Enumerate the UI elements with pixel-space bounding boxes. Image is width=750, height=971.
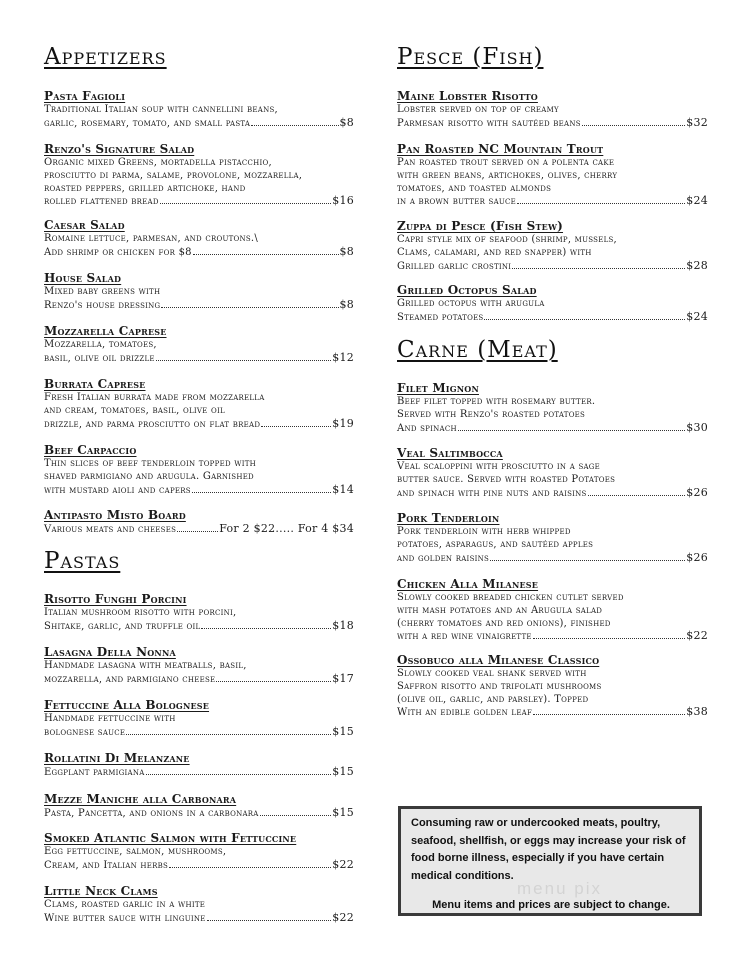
description-text: mozzarella, and parmigiano cheese bbox=[44, 673, 216, 685]
menu-item-name: Antipasto Misto Board bbox=[44, 508, 186, 522]
menu-item bbox=[397, 653, 708, 720]
menu-item-description bbox=[397, 422, 708, 436]
menu-item-description bbox=[397, 311, 708, 325]
menu-item-name: Renzo's Signature Salad bbox=[44, 142, 195, 156]
menu-item-price: $8 bbox=[339, 297, 354, 311]
menu-item bbox=[44, 508, 354, 537]
section-title-pastas: Pastas bbox=[44, 548, 121, 574]
menu-item-description: Clams, roasted garlic in a white bbox=[44, 899, 206, 910]
description-text: Add shrimp or chicken for $8 bbox=[44, 246, 192, 258]
menu-item-description: Pork tenderloin with herb whipped bbox=[397, 526, 571, 537]
description-text: With an edible golden leaf bbox=[397, 707, 533, 719]
menu-item-description bbox=[44, 117, 354, 131]
dot-leader bbox=[156, 360, 332, 361]
menu-item bbox=[397, 446, 708, 500]
menu-item-description bbox=[397, 487, 708, 501]
menu-item-description: tomatoes, and toasted almonds bbox=[397, 182, 552, 194]
menu-item-description bbox=[44, 726, 354, 740]
menu-item-description bbox=[44, 673, 354, 687]
dot-leader bbox=[582, 125, 685, 126]
dot-leader bbox=[201, 628, 331, 629]
description-text: and spinach with pine nuts and raisins bbox=[397, 487, 587, 499]
description-text: drizzle, and parma prosciutto on flat bread bbox=[44, 418, 261, 430]
dot-leader bbox=[126, 734, 331, 735]
menu-item-description bbox=[44, 484, 354, 498]
menu-item-description bbox=[44, 912, 354, 926]
menu-item-description: roasted peppers, grilled artichoke, hand bbox=[44, 182, 246, 194]
menu-item-description: Veal scaloppini with prosciutto in a sage bbox=[397, 461, 600, 472]
menu-item-name: Grilled Octopus Salad bbox=[397, 283, 537, 297]
menu-item bbox=[397, 142, 708, 209]
menu-item-description: with mash potatoes and an Arugula salad bbox=[397, 604, 603, 616]
menu-item-name: Lasagna Della Nonna bbox=[44, 645, 176, 659]
menu-item-name: Caesar Salad bbox=[44, 218, 125, 232]
menu-item bbox=[44, 324, 354, 366]
section-title-appetizers: Appetizers bbox=[44, 44, 167, 70]
menu-item-description: and cream, tomatoes, basil, olive oil bbox=[44, 404, 225, 416]
description-text: And spinach bbox=[397, 422, 457, 434]
dot-leader bbox=[533, 714, 685, 715]
menu-item-price: $15 bbox=[332, 765, 354, 778]
menu-item-description: Handmade lasagna with meatballs, basil, bbox=[44, 660, 247, 671]
menu-item-price: $26 bbox=[686, 485, 708, 499]
menu-item-price: $18 bbox=[332, 618, 354, 632]
menu-item-name: Rollatini Di Melanzane bbox=[44, 751, 190, 765]
menu-item bbox=[397, 381, 708, 435]
menu-item bbox=[397, 219, 708, 273]
menu-item-description bbox=[44, 766, 354, 780]
menu-item-description: Handmade fettuccine with bbox=[44, 713, 176, 724]
notice-change: Menu items and prices are subject to change. bbox=[432, 899, 670, 911]
description-text: with a red wine vinaigrette bbox=[397, 631, 532, 643]
menu-item bbox=[44, 884, 354, 926]
description-text: basil, olive oil drizzle bbox=[44, 352, 155, 364]
menu-item-price: $17 bbox=[332, 671, 354, 685]
menu-item-description: Lobster served on top of creamy bbox=[397, 104, 559, 115]
menu-item-description: Thin slices of beef tenderloin topped with bbox=[44, 458, 256, 469]
dot-leader bbox=[261, 426, 331, 427]
menu-item-description: (olive oil, garlic, and parsley). Topped bbox=[397, 693, 589, 705]
menu-item-name: Veal Saltimbocca bbox=[397, 446, 503, 460]
section-title-pesce: Pesce (Fish) bbox=[397, 44, 544, 70]
description-text: Cream, and Italian herbs bbox=[44, 859, 169, 871]
menu-item-description bbox=[44, 523, 354, 537]
menu-item-description: potatoes, asparagus, and sautéed apples bbox=[397, 538, 594, 550]
menu-item-description bbox=[397, 706, 708, 720]
menu-item-description bbox=[44, 246, 354, 260]
menu-item bbox=[44, 377, 354, 431]
menu-item bbox=[44, 592, 354, 634]
dot-leader bbox=[169, 867, 331, 868]
menupix-watermark: menu pix bbox=[517, 879, 602, 898]
menu-item bbox=[44, 271, 354, 313]
menu-item-name: Pasta Fagioli bbox=[44, 89, 126, 103]
dot-leader bbox=[490, 560, 685, 561]
menu-item-price: $19 bbox=[332, 416, 354, 430]
dot-leader bbox=[160, 203, 332, 204]
menu-item-price: For 2 $22..... For 4 $34 bbox=[219, 522, 354, 535]
dot-leader bbox=[192, 492, 331, 493]
menu-item-description bbox=[397, 117, 708, 131]
menu-item-description bbox=[44, 195, 354, 209]
menu-item-description: Served with Renzo's roasted potatoes bbox=[397, 408, 586, 420]
menu-item-name: Little Neck Clams bbox=[44, 884, 158, 898]
menu-item-description: (cherry tomatoes and red onions), finished bbox=[397, 617, 611, 629]
description-text: rolled flattened bread bbox=[44, 196, 159, 208]
menu-item-description: Romaine lettuce, parmesan, and croutons.\ bbox=[44, 233, 258, 244]
menu-item-description: Slowly cooked breaded chicken cutlet served bbox=[397, 592, 624, 603]
menu-item-description: Fresh Italian burrata made from mozzarella bbox=[44, 392, 265, 403]
description-text: Eggplant parmigiana bbox=[44, 767, 145, 778]
dot-leader bbox=[177, 531, 218, 532]
menu-item-description bbox=[397, 260, 708, 274]
menu-item-name: Burrata Caprese bbox=[44, 377, 146, 391]
menu-item bbox=[44, 698, 354, 740]
menu-item-price: $15 bbox=[332, 724, 354, 738]
menu-item-description: Capri style mix of seafood (shrimp, mussels, bbox=[397, 234, 617, 245]
menu-item-description bbox=[397, 195, 708, 209]
menu-item bbox=[44, 443, 354, 497]
menu-item-name: Mezze Maniche alla Carbonara bbox=[44, 792, 237, 806]
menu-item-description: Mixed baby greens with bbox=[44, 286, 161, 297]
menu-item-description: with green beans, artichokes, olives, cherry bbox=[397, 169, 618, 181]
menu-item-description: Beef filet topped with rosemary butter. bbox=[397, 396, 596, 407]
menu-item-description: Saffron risotto and trifolati mushrooms bbox=[397, 680, 602, 692]
description-text: garlic, rosemary, tomato, and small pasta bbox=[44, 117, 251, 129]
menu-item-description: shaved parmigiano and arugula. Garnished bbox=[44, 470, 254, 482]
menu-item-name: House Salad bbox=[44, 271, 122, 285]
dot-leader bbox=[251, 125, 338, 126]
description-text: Various meats and cheeses bbox=[44, 524, 177, 535]
menu-item bbox=[397, 577, 708, 644]
menu-item-description: Clams, calamari, and red snapper) with bbox=[397, 246, 592, 258]
dot-leader bbox=[458, 430, 685, 431]
menu-item bbox=[397, 283, 708, 325]
description-text: bolognese sauce bbox=[44, 726, 126, 738]
description-text: Renzo's house dressing bbox=[44, 299, 161, 311]
menu-item-name: Ossobuco alla Milanese Classico bbox=[397, 653, 600, 667]
dot-leader bbox=[260, 815, 332, 816]
menu-item-price: $24 bbox=[686, 309, 708, 323]
description-text: Shitake, garlic, and truffle oil bbox=[44, 620, 201, 632]
dot-leader bbox=[512, 268, 685, 269]
dot-leader bbox=[484, 319, 685, 320]
description-text: Grilled garlic crostini bbox=[397, 260, 512, 272]
menu-item-description: Egg fettuccine, salmon, mushrooms, bbox=[44, 846, 227, 857]
menu-item-description bbox=[44, 352, 354, 366]
menu-item bbox=[397, 511, 708, 565]
dot-leader bbox=[161, 307, 338, 308]
dot-leader bbox=[517, 203, 685, 204]
menu-item-description: Italian mushroom risotto with porcini, bbox=[44, 607, 237, 618]
menu-item-description bbox=[44, 620, 354, 634]
description-text: with mustard aioli and capers bbox=[44, 484, 191, 496]
dot-leader bbox=[193, 254, 339, 255]
menu-item-description bbox=[397, 630, 708, 644]
menu-item bbox=[397, 89, 708, 131]
menu-item-name: Risotto Funghi Porcini bbox=[44, 592, 187, 606]
description-text: in a brown butter sauce bbox=[397, 196, 516, 208]
menu-item-name: Chicken Alla Milanese bbox=[397, 577, 539, 591]
menu-item bbox=[44, 831, 354, 873]
menu-item-name: Mozzarella Caprese bbox=[44, 324, 167, 338]
food-safety-notice bbox=[398, 806, 702, 916]
menu-item-name: Smoked Atlantic Salmon with Fettuccine bbox=[44, 831, 297, 845]
menu-item-description bbox=[44, 859, 354, 873]
menu-item-description bbox=[44, 807, 354, 821]
menu-item-description: prosciutto di parma, salame, provolone, mozzarella, bbox=[44, 169, 303, 181]
description-text: Wine butter sauce with linguine bbox=[44, 912, 206, 924]
menu-item-price: $14 bbox=[332, 482, 354, 496]
menu-item-price: $38 bbox=[686, 705, 708, 719]
menu-item-price: $28 bbox=[686, 258, 708, 272]
menu-item-price: $22 bbox=[332, 857, 354, 871]
menu-item-description bbox=[44, 299, 354, 313]
menu-item-price: $8 bbox=[339, 115, 354, 129]
menu-item-description: Traditional Italian soup with cannellini beans, bbox=[44, 104, 278, 115]
menu-item-description: Slowly cooked veal shank served with bbox=[397, 668, 587, 679]
menu-item-name: Fettuccine Alla Bolognese bbox=[44, 698, 210, 712]
menu-item-price: $26 bbox=[686, 550, 708, 564]
menu-item-price: $22 bbox=[332, 910, 354, 924]
menu-item-name: Pork Tenderloin bbox=[397, 511, 500, 525]
menu-item bbox=[44, 792, 354, 821]
menu-item-description: Organic mixed Greens, mortadella pistacchio, bbox=[44, 157, 272, 168]
menu-item-description: Pan roasted trout served on a polenta cake bbox=[397, 157, 615, 168]
menu-item-price: $16 bbox=[332, 194, 354, 208]
dot-leader bbox=[207, 920, 332, 921]
menu-item-price: $32 bbox=[686, 115, 708, 129]
section-title-carne: Carne (Meat) bbox=[397, 337, 558, 363]
description-text: Steamed potatoes bbox=[397, 311, 484, 323]
menu-item-description: butter sauce. Served with roasted Potatoes bbox=[397, 473, 616, 485]
description-text: Parmesan risotto with sautéed beans bbox=[397, 117, 581, 129]
notice-warning: Consuming raw or undercooked meats, poultry, seafood, shellfish, or eggs may increase your risk of food borne illness, especially if you have certain medical conditions. bbox=[411, 817, 686, 882]
menu-item-name: Zuppa di Pesce (Fish Stew) bbox=[397, 219, 564, 233]
menu-item-name: Filet Mignon bbox=[397, 381, 479, 395]
menu-item-price: $22 bbox=[686, 629, 708, 643]
menu-item bbox=[44, 751, 354, 780]
menu-item-description: Mozzarella, tomatoes, bbox=[44, 339, 157, 350]
dot-leader bbox=[588, 495, 686, 496]
description-text: Pasta, Pancetta, and onions in a carbonara bbox=[44, 808, 259, 819]
menu-item-name: Maine Lobster Risotto bbox=[397, 89, 538, 103]
menu-item bbox=[44, 89, 354, 131]
menu-item-price: $8 bbox=[339, 244, 354, 258]
dot-leader bbox=[146, 774, 332, 775]
menu-item-description bbox=[44, 418, 354, 432]
menu-item bbox=[44, 645, 354, 687]
dot-leader bbox=[533, 638, 685, 639]
description-text: and golden raisins bbox=[397, 552, 490, 564]
menu-item-price: $24 bbox=[686, 194, 708, 208]
menu-item-price: $15 bbox=[332, 806, 354, 819]
menu-item-description: Grilled octopus with arugula bbox=[397, 298, 545, 309]
menu-item bbox=[44, 218, 354, 260]
menu-item-price: $12 bbox=[332, 350, 354, 364]
dot-leader bbox=[216, 681, 331, 682]
menu-item-name: Pan Roasted NC Mountain Trout bbox=[397, 142, 604, 156]
menu-item-price: $30 bbox=[686, 420, 708, 434]
menu-item-description bbox=[397, 552, 708, 566]
menu-item bbox=[44, 142, 354, 209]
menu-item-name: Beef Carpaccio bbox=[44, 443, 137, 457]
